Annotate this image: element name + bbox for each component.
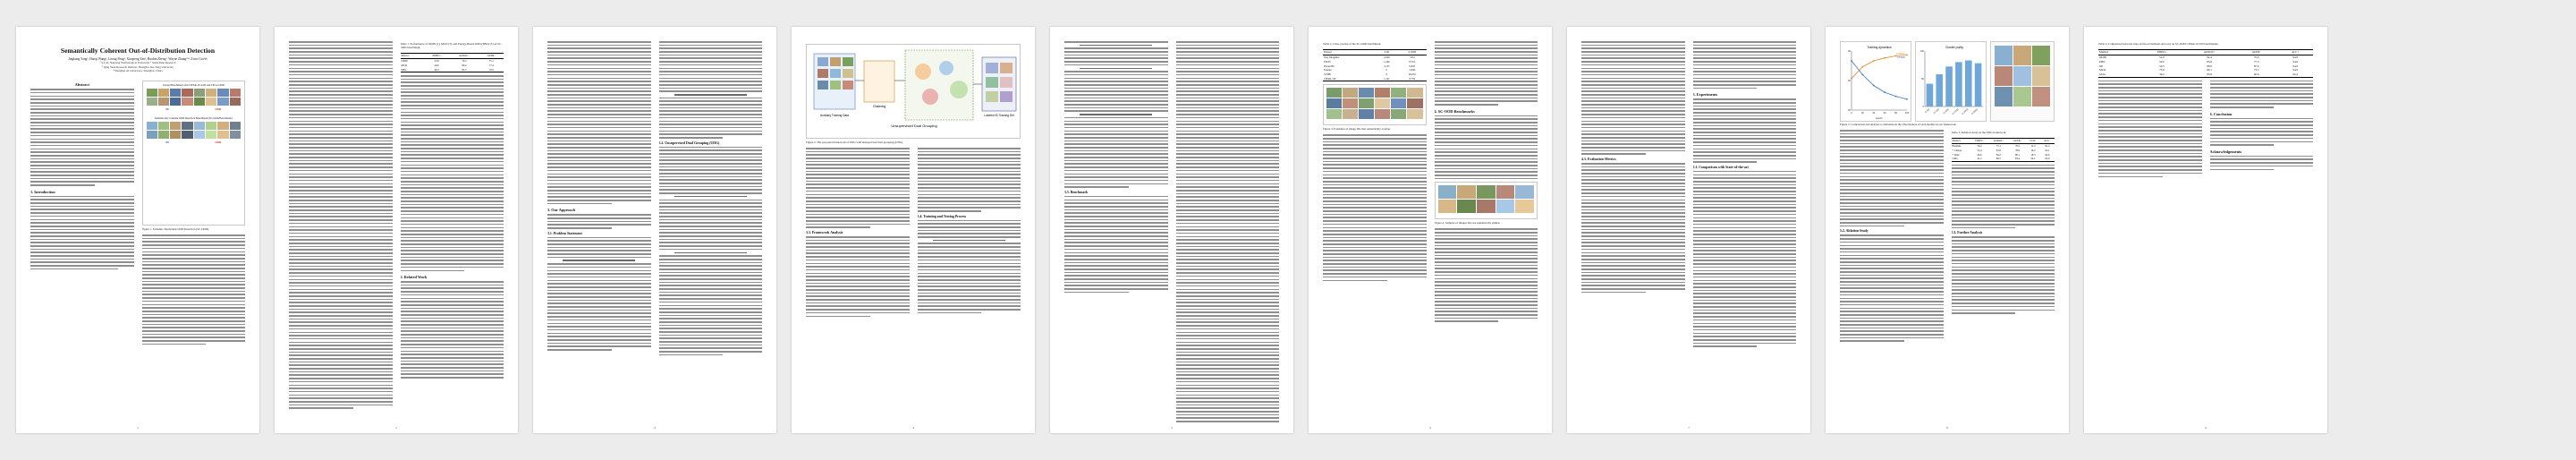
page-1: Semantically Coherent Out-of-Distribution Detection Jingkang Yang¹, Haoqi Wang², Litong Feng², Xiaopeng Yan², Huabin Zheng², Wayne Zhang²³⁴, Ziwei Liu¹✉ ¹ S-Lab, Nanyang Technological University ² SenseTime Research ³ Qing Yuan Research Institute, Shanghai Jiao Tong University ⁴ Shanghai AI Laboratory, Shanghai, China Abstract 1. Introduction Current Benchmark with CIFAR-10 as ID and TIN as OOD ID OOD Semantically Coherent OOD Detection Benchmark (SC-OOD Benchmark) ID OOD Figure 1. Semantic-Equivalent OOD Detection (SC-OOD). 1 bbox=[16, 27, 259, 433]
data-point bbox=[1862, 66, 1864, 68]
y-tick-label: 0 bbox=[1922, 106, 1924, 108]
section-6-heading: 6. Conclusion bbox=[2209, 111, 2233, 116]
table-cell: 41.2 bbox=[1977, 157, 1982, 161]
table-cell: ODIN bbox=[2099, 55, 2106, 60]
data-point bbox=[1873, 60, 1875, 62]
table-cell: 77.4 bbox=[488, 63, 494, 67]
data-point bbox=[1884, 91, 1885, 93]
figure-4 bbox=[1435, 182, 1538, 219]
x-axis-label: Epoch bbox=[1876, 117, 1883, 120]
abstract-text bbox=[30, 89, 134, 186]
figure-5-caption: Figure 5. Comparison and analysis to demonstrate the effectiveness of each module in our framework. bbox=[1840, 123, 1957, 126]
bar bbox=[1945, 66, 1953, 106]
subsection-5-1-heading: 5.1. Comparison with State-of-the-art bbox=[1692, 165, 1749, 169]
figure-4-image-grid bbox=[1438, 185, 1535, 213]
page-7: 4.3. Evaluation Metrics 5. Experiments 5.1. Comparison with State-of-the-art 7 bbox=[1567, 27, 1810, 433]
table-cell: 94.9 bbox=[2292, 68, 2298, 72]
table-cell: 52.4 bbox=[1977, 148, 1982, 152]
table-cell: 59.2 bbox=[1977, 143, 1982, 148]
table-cell: 1,241 bbox=[1384, 76, 1390, 81]
table-4-caption: Table 4. Comparison between state-of-the-art methods and ours on SC-OOD CIFAR-10/100 benchmarks. bbox=[2098, 42, 2219, 46]
section-2-heading: 2. Related Work bbox=[400, 275, 428, 280]
subsection-5-2-heading: 5.2. Ablation Study bbox=[1840, 229, 1868, 234]
table-cell: 3,155 bbox=[1384, 64, 1390, 68]
y-tick-label: 90 bbox=[1848, 50, 1851, 53]
table-cell: 73.5 bbox=[2253, 68, 2259, 72]
table-3-caption: Table 3. Ablation study on the UDG framework. bbox=[1951, 130, 2007, 134]
table-cell: 7,951 bbox=[1409, 55, 1416, 60]
table-cell: 26,032 bbox=[1408, 72, 1416, 77]
table-cell: 6,845 bbox=[1409, 64, 1416, 68]
table-cell: 79.9 bbox=[488, 67, 494, 72]
table-cell: MCD bbox=[401, 63, 408, 67]
figure-2-box-c: Clustering bbox=[872, 105, 886, 108]
table-header-cell: # OOD bbox=[1408, 50, 1417, 55]
x-tick-label: 0 bbox=[1851, 112, 1852, 115]
figure-2-diagram bbox=[807, 45, 1021, 138]
x-tick-label: k=1000 bbox=[1952, 107, 1960, 115]
abstract-heading: Abstract bbox=[74, 82, 89, 88]
table-cell: 75.1 bbox=[1996, 143, 2001, 148]
data-point bbox=[1851, 60, 1852, 62]
table-cell: 80.1 bbox=[2207, 68, 2212, 72]
page-9: Table 4. Comparison between state-of-the-art methods and ours on SC-OOD CIFAR-10/100 benchmarks. Method FPR95↓ AUROC↑ AUPR↑ ACC↑ ODIN 52.0 82.4 75.9 94.8 EBO 50.0 83.8 77.3 94.8 OE 50.5 88.9 87.9 94.9 MCD 73.0 80.1 73.5 94.9 UDG 36.2 93.8 92.6 92.4 6. Conclusion Acknowledgements 9 bbox=[2084, 27, 2327, 433]
figure-5-panel-c bbox=[1990, 41, 2055, 122]
table-cell: 36.2 bbox=[2159, 72, 2165, 77]
figure-1-label-a: Current Benchmark with CIFAR-10 as ID and TIN as OOD bbox=[162, 83, 225, 88]
chart-title: Training dynamics bbox=[1867, 46, 1892, 49]
table-cell: + Cluster bbox=[1952, 148, 1962, 152]
figure-2-caption: Figure 2. The proposed framework of UDG with unsupervised dual grouping (UDG). bbox=[806, 141, 903, 144]
table-row bbox=[1952, 157, 2055, 161]
table-cell: 12.3 bbox=[2030, 143, 2036, 148]
table-cell: 18.3 bbox=[2030, 152, 2036, 157]
x-tick-label: k=500 bbox=[1943, 107, 1950, 115]
table-header-cell: ACC↑ bbox=[2292, 50, 2300, 55]
table-cell: Texture bbox=[1324, 68, 1332, 72]
table-header-cell: CCR↑ bbox=[2029, 139, 2037, 143]
table-cell: 93.0 bbox=[2045, 157, 2050, 161]
table-header-cell: Method bbox=[1952, 139, 1961, 143]
table-row bbox=[1323, 77, 1427, 81]
figure-2-box-a: Unsupervised Dual Grouping bbox=[891, 124, 937, 128]
table-cell: 0 bbox=[1385, 72, 1388, 77]
table-2 bbox=[1323, 49, 1427, 81]
table-cell: EBO bbox=[2099, 59, 2106, 64]
bar bbox=[1965, 61, 1972, 106]
table-1 bbox=[401, 53, 504, 72]
table-cell: 94.8 bbox=[2292, 55, 2298, 60]
figure-1-ood-tag: OOD bbox=[215, 107, 222, 112]
table-cell: OE bbox=[2099, 64, 2104, 68]
table-header-cell: AUPR↑ bbox=[2251, 50, 2261, 55]
table-cell: 86.5 bbox=[1996, 157, 2001, 161]
figure-3-image-grid bbox=[1326, 88, 1423, 119]
table-cell: 94.8 bbox=[2292, 59, 2298, 64]
table-cell: 0 bbox=[1385, 68, 1388, 72]
figure-1-image-grid-a bbox=[147, 89, 242, 106]
col2-text bbox=[142, 234, 246, 345]
figure-5-panel-b bbox=[1915, 41, 1987, 122]
table-cell: 49.6 bbox=[434, 63, 439, 67]
table-cell: 82.4 bbox=[2207, 55, 2212, 60]
table-header-cell: Metrics bbox=[401, 54, 410, 58]
table-cell: 1,290 bbox=[1384, 59, 1390, 64]
y-tick-label: 50 bbox=[1921, 78, 1924, 81]
figure-2-box-d: Labeled ID Training Set bbox=[984, 114, 1014, 117]
table-cell: 93.8 bbox=[2207, 72, 2212, 77]
table-header-cell: # ID bbox=[1384, 50, 1389, 55]
subsection-4-3-heading: 4.3. Evaluation Metrics bbox=[1581, 157, 1616, 161]
table-header-cell: ACC↑ bbox=[2044, 139, 2051, 143]
line-chart bbox=[1841, 42, 1911, 121]
acknowledgements-heading: Acknowledgements bbox=[2209, 149, 2242, 154]
x-tick-label: 100 bbox=[1904, 112, 1910, 115]
table-cell: 87.9 bbox=[2253, 64, 2259, 68]
bar-chart bbox=[1916, 42, 1986, 121]
page-8: Training dynamics 0 20 40 60 80 100 30 60 90 Epoch AUROC FPR95 Cluster purity 0 50 100 k=50 k=100 k=500 k=1000 k=2000 k=5000 Figure 5. Comparison and analysis to demonstrate the effectiveness of each module in our framework. 5.2. Ablation Study Table 3. Ablation study on the UDG framework. Method FPR95↓ AUROC↑ AUPR↑ CCR↑ ACC↑ Baseline 59.2 75.1 70.2 12.3 91.4 + Cluster 52.4 81.0 78.9 16.2 92.1 + Dual 46.9 84.2 80.1 18.3 92.6 UDG 41.2 86.5 83.4 20.1 93.0 5.3. Further Analysis 8 bbox=[1826, 27, 2069, 433]
figure-1-label-b: Semantically Coherent OOD Detection Benchmark (SC-OOD Benchmark) bbox=[154, 116, 233, 121]
table-header-cell: AUROC↑ bbox=[1993, 139, 2004, 143]
table-cell: ODIN bbox=[401, 58, 408, 63]
page-2: Table 1. Performance of ODIN [1], MCD [3], and Energy-Based OOD (EBO) [5] on SC-OOD benchmark. Metrics FPR95↓ AUROC↑ AUPR↑ ODIN 52.8 79.3 75.1 MCD 49.6 80.2 77.4 EBO 48.3 82.5 79.9 2. Related Work 2 bbox=[275, 27, 518, 433]
table-cell: 83.8 bbox=[2207, 59, 2212, 64]
table-cell: 70.2 bbox=[2015, 143, 2021, 148]
figure-2 bbox=[806, 44, 1021, 139]
affiliation-2: ³ Qing Yuan Research Institute, Shanghai Jiao Tong University bbox=[102, 64, 174, 69]
section-3-heading: 3. Our Approach bbox=[547, 208, 576, 213]
x-tick-label: k=5000 bbox=[1970, 107, 1979, 115]
table-cell: 2,049 bbox=[1384, 55, 1390, 60]
bar bbox=[1975, 64, 1982, 106]
page-4: Unsupervised Dual Grouping Auxiliary Training Data Clustering Labeled ID Training Set Figure 2. The proposed framework of UDG with unsupervised dual grouping (UDG). 3.3. Framework Analysis 3.4. Training and Testing Process 4 bbox=[792, 27, 1035, 433]
table-cell: 75.9 bbox=[2253, 55, 2259, 60]
table-cell: Baseline bbox=[1952, 143, 1962, 148]
x-tick-label: 60 bbox=[1883, 112, 1886, 115]
table-cell: Tiny ImageNet bbox=[1324, 55, 1340, 60]
table-cell: 77.3 bbox=[2253, 59, 2259, 64]
table-cell: 94.9 bbox=[2292, 64, 2298, 68]
data-point bbox=[1873, 85, 1875, 87]
subsection-3-5-heading: 3.5. Benchmark bbox=[1064, 190, 1089, 194]
table-3 bbox=[1952, 138, 2055, 162]
figure-4-caption: Figure 4. Samples of images that are semantically similar. bbox=[1434, 221, 1501, 226]
table-cell: 92.4 bbox=[2292, 72, 2298, 77]
subsection-3-1-heading: 3.1. Problem Statement bbox=[547, 231, 582, 235]
table-cell: 80.2 bbox=[462, 63, 467, 67]
table-cell: 50.0 bbox=[2159, 59, 2165, 64]
table-cell: 5,640 bbox=[1409, 68, 1416, 72]
table-cell: 81.0 bbox=[1996, 148, 2001, 152]
figure-5 bbox=[1840, 41, 2055, 122]
data-point bbox=[1906, 98, 1908, 100]
intro-heading: 1. Introduction bbox=[30, 189, 55, 194]
table-cell: 8,710 bbox=[1409, 59, 1416, 64]
table-cell: 73.0 bbox=[2159, 68, 2165, 72]
x-tick-label: k=2000 bbox=[1961, 107, 1970, 115]
table-header-cell: FPR95↓ bbox=[432, 54, 441, 58]
x-tick-label: k=100 bbox=[1933, 107, 1940, 115]
table-4 bbox=[2098, 49, 2313, 78]
paper-authors: Jingkang Yang¹, Haoqi Wang², Litong Feng², Xiaopeng Yan², Huabin Zheng², Wayne Zhang²³⁴, Ziwei Liu¹✉ bbox=[68, 57, 208, 61]
affiliation-3: ⁴ Shanghai AI Laboratory, Shanghai, China bbox=[113, 68, 163, 72]
table-header-cell: Dataset bbox=[1324, 50, 1332, 55]
data-point bbox=[1862, 74, 1864, 76]
y-tick-label: 30 bbox=[1848, 109, 1851, 112]
subsection-3-4-heading: 3.4. Training and Testing Process bbox=[917, 214, 967, 218]
table-cell: 91.4 bbox=[2045, 143, 2050, 148]
figure-1-image-grid-b bbox=[147, 122, 242, 139]
table-cell: 50.5 bbox=[2159, 64, 2165, 68]
table-row bbox=[2098, 72, 2313, 77]
table-cell: 92.1 bbox=[2045, 148, 2050, 152]
table-cell: UDG bbox=[2099, 72, 2106, 77]
table-header-cell: AUPR↑ bbox=[487, 54, 496, 58]
figure-3-caption: Figure 3. Examples of image IDs that semantically overlap. bbox=[1323, 127, 1391, 132]
table-cell: 92.6 bbox=[2253, 72, 2259, 77]
figure-5-panel-a bbox=[1840, 41, 1911, 122]
data-point bbox=[1884, 57, 1885, 59]
figure-1-caption: Figure 1. Semantic-Equivalent OOD Detection (SC-OOD). bbox=[141, 227, 210, 232]
chart-title: Cluster purity bbox=[1945, 46, 1963, 49]
x-tick-label: k=50 bbox=[1924, 107, 1931, 114]
x-tick-label: 80 bbox=[1894, 112, 1898, 115]
table-cell: 79.3 bbox=[462, 58, 467, 63]
table-cell: 78.9 bbox=[2015, 148, 2021, 152]
table-cell: 92.6 bbox=[2045, 152, 2050, 157]
subsection-3-2-heading: 3.2. Unsupervised Dual Grouping (UDG) bbox=[658, 141, 720, 145]
legend-entry: AUROC bbox=[1895, 52, 1905, 55]
figure-1-id-tag: ID bbox=[165, 107, 169, 112]
table-cell: 8,759 bbox=[1409, 76, 1416, 81]
table-cell: MCD bbox=[2099, 68, 2106, 72]
table-cell: 52.8 bbox=[434, 58, 439, 63]
bar bbox=[1955, 62, 1962, 106]
table-2-caption: Table 2. Class-overlap of the SC-OOD benchmark. bbox=[1323, 42, 1382, 46]
table-cell: CIFAR-100 bbox=[1324, 76, 1336, 81]
table-header-cell: Method bbox=[2099, 50, 2108, 55]
table-cell: 75.1 bbox=[488, 58, 494, 63]
bar bbox=[1927, 84, 1934, 106]
table-cell: EBO bbox=[401, 67, 407, 72]
table-cell: 80.1 bbox=[2015, 152, 2021, 157]
page-5: 3.5. Benchmark 5 bbox=[1050, 27, 1293, 433]
x-tick-label: 20 bbox=[1860, 112, 1864, 115]
legend-entry: FPR95 bbox=[1897, 55, 1905, 59]
table-header-cell: AUROC↑ bbox=[459, 54, 470, 58]
figure-3 bbox=[1323, 84, 1427, 125]
table-cell: 84.2 bbox=[1996, 152, 2001, 157]
y-tick-label: 100 bbox=[1919, 50, 1924, 53]
table-cell: 16.2 bbox=[2030, 148, 2036, 152]
figure-2-box-b: Auxiliary Training Data bbox=[820, 114, 849, 117]
data-point bbox=[1851, 78, 1852, 80]
table-1-caption: Table 1. Performance of ODIN [1], MCD [3], and Energy-Based OOD (EBO) [5] on SC-OOD benchmark. bbox=[400, 42, 503, 49]
table-cell: 48.3 bbox=[434, 67, 439, 72]
table-cell: + Dual bbox=[1952, 152, 1960, 157]
intro-text bbox=[30, 196, 134, 270]
table-cell: 88.9 bbox=[2207, 64, 2212, 68]
data-point bbox=[1906, 55, 1908, 56]
table-cell: UDG bbox=[1952, 157, 1958, 161]
bar bbox=[1936, 74, 1943, 106]
table-header-cell: AUROC↑ bbox=[2203, 50, 2216, 55]
table-cell: Places365 bbox=[1324, 64, 1335, 68]
table-row bbox=[401, 67, 504, 72]
subsection-5-3-heading: 5.3. Further Analysis bbox=[1951, 231, 1983, 235]
section-4-heading: 4. SC-OOD Benchmarks bbox=[1434, 108, 1475, 114]
affiliation-1: ¹ S-Lab, Nanyang Technological University ² SenseTime Research bbox=[99, 61, 176, 65]
table-cell: 83.4 bbox=[2015, 157, 2021, 161]
table-cell: LSUN bbox=[1324, 59, 1331, 64]
table-cell: 52.0 bbox=[2159, 55, 2165, 60]
table-cell: 20.1 bbox=[2030, 157, 2036, 161]
page-3: 3. Our Approach 3.1. Problem Statement 3.2. Unsupervised Dual Grouping (UDG) 3 bbox=[533, 27, 776, 433]
table-header-cell: FPR95↓ bbox=[2157, 50, 2167, 55]
data-point bbox=[1895, 96, 1897, 98]
figure-1: Current Benchmark with CIFAR-10 as ID and TIN as OOD ID OOD Semantically Coherent OOD Detection Benchmark (SC-OOD Benchmark) ID OOD bbox=[142, 81, 246, 226]
y-tick-label: 60 bbox=[1848, 80, 1851, 82]
table-header-cell: FPR95↓ bbox=[1975, 139, 1984, 143]
table-cell: 46.9 bbox=[1977, 152, 1982, 157]
section-5-heading: 5. Experiments bbox=[1692, 92, 1718, 98]
subsection-3-3-heading: 3.3. Framework Analysis bbox=[806, 231, 843, 234]
table-cell: 82.5 bbox=[462, 67, 467, 72]
paper-title: Semantically Coherent Out-of-Distribution Detection bbox=[60, 47, 216, 55]
x-tick-label: 40 bbox=[1872, 112, 1876, 115]
page-6: Table 2. Class-overlap of the SC-OOD benchmark. Dataset # ID # OOD Tiny ImageNet 2,049 7,951 LSUN 1,290 8,710 Places365 3,155 6,845 Texture 0 5,640 SVHN 0 26,032 CIFAR-100 1,241 8,759 Figure 3. Examples of image IDs that semantically overlap. 4. SC-OOD Benchmarks Figure 4. Samples of images that are semantically similar. 6 bbox=[1309, 27, 1552, 433]
table-header-cell: AUPR↑ bbox=[2013, 139, 2022, 143]
series-line-fpr95 bbox=[1852, 61, 1907, 99]
table-cell: SVHN bbox=[1324, 72, 1331, 77]
